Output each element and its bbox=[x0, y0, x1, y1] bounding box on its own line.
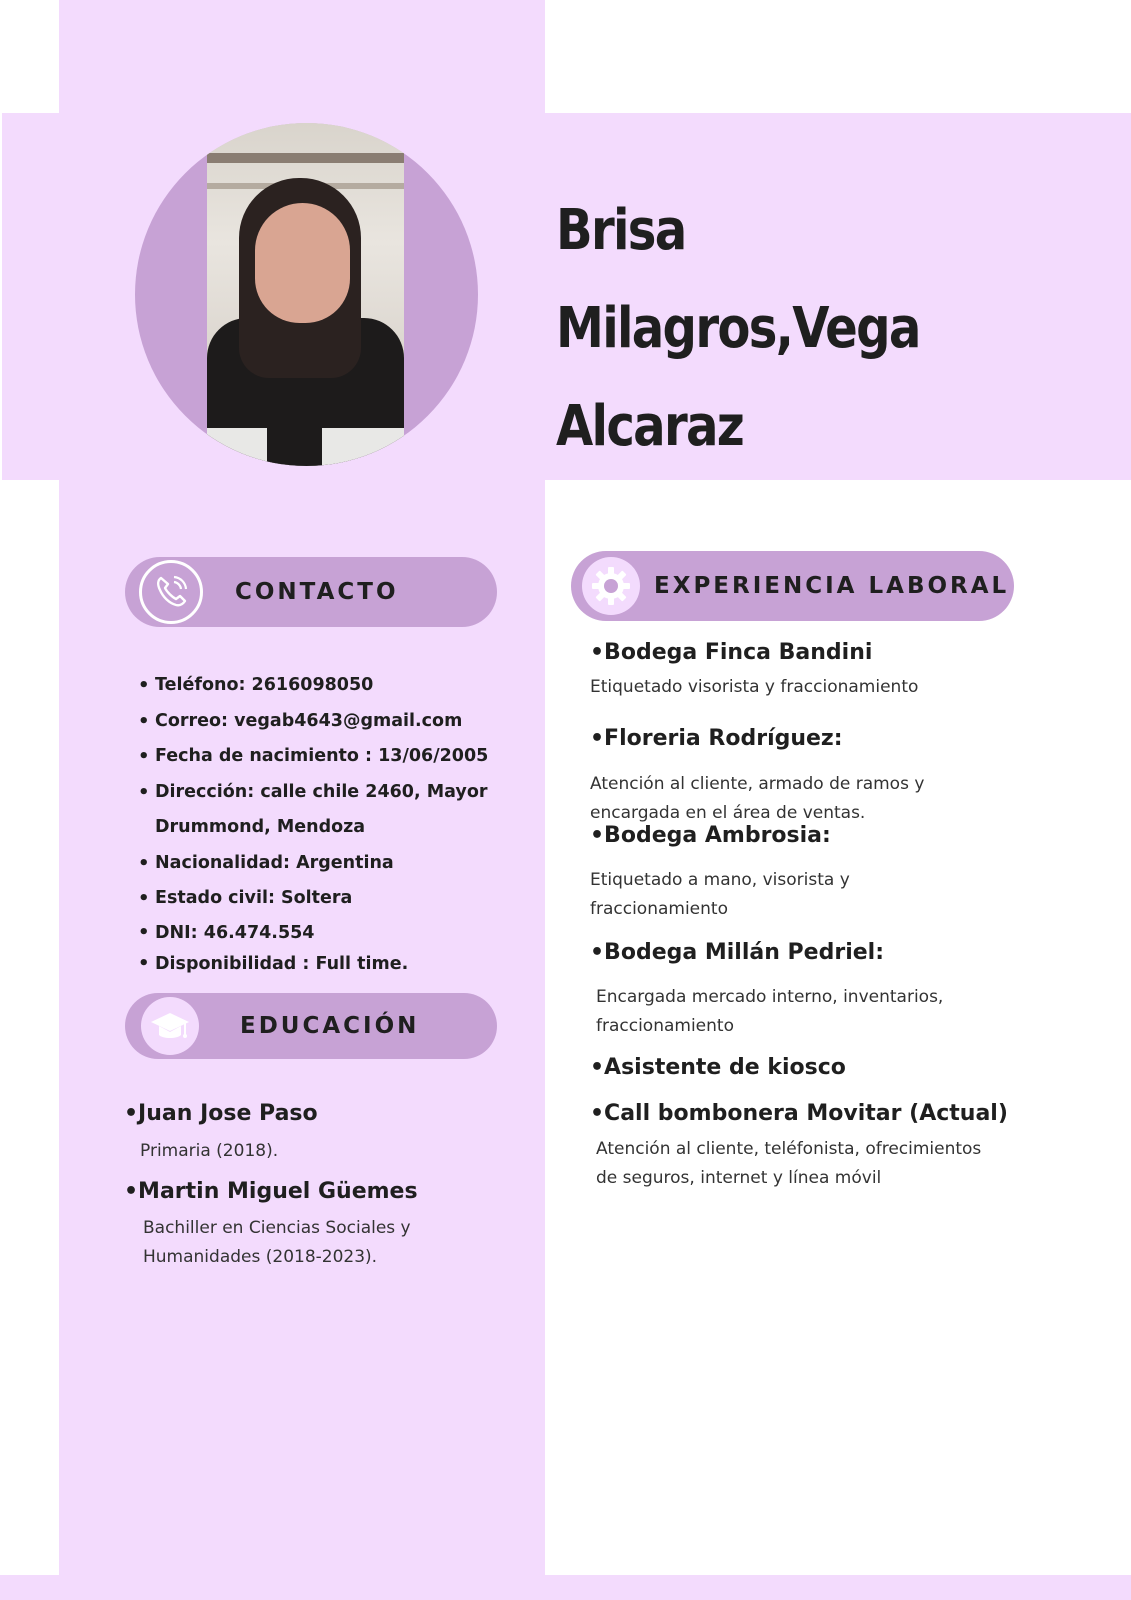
contact-heading: CONTACTO bbox=[235, 579, 399, 605]
experience-desc-2: Atención al cliente, armado de ramos y encargada en el área de ventas. bbox=[590, 774, 925, 823]
contact-section-header bbox=[125, 557, 497, 627]
experience-heading: EXPERIENCIA LABORAL bbox=[654, 573, 1010, 599]
profile-photo bbox=[207, 123, 404, 466]
contact-birthdate: • Fecha de nacimiento : 13/06/2005 bbox=[138, 739, 538, 775]
experience-desc-4: Encargada mercado interno, inventarios, fraccionamiento bbox=[596, 987, 944, 1036]
education-desc-2: Bachiller en Ciencias Sociales y Humanidades (2018-2023). bbox=[143, 1218, 411, 1267]
phone-icon bbox=[139, 560, 203, 624]
education-title-2: •Martin Miguel Güemes bbox=[124, 1179, 418, 1204]
contact-nationality: • Nacionalidad: Argentina bbox=[138, 846, 538, 882]
experience-desc-3: Etiquetado a mano, visorista y fraccionamiento bbox=[590, 870, 850, 919]
candidate-name: Brisa Milagros,Vega Alcaraz bbox=[556, 198, 920, 459]
experience-title-1: •Bodega Finca Bandini bbox=[590, 640, 873, 665]
gear-icon bbox=[582, 557, 640, 615]
education-desc-1: Primaria (2018). bbox=[140, 1141, 279, 1161]
experience-desc-6: Atención al cliente, teléfonista, ofrecimientos de seguros, internet y línea móvil bbox=[596, 1139, 982, 1188]
contact-email: • Correo: vegab4643@gmail.com bbox=[138, 704, 538, 740]
experience-title-2: •Floreria Rodríguez: bbox=[590, 726, 843, 751]
experience-title-5: •Asistente de kiosco bbox=[590, 1055, 846, 1080]
contact-phone: • Teléfono: 2616098050 bbox=[138, 668, 538, 704]
experience-title-6: •Call bombonera Movitar (Actual) bbox=[590, 1101, 1008, 1126]
experience-title-3: •Bodega Ambrosia: bbox=[590, 823, 831, 848]
experience-title-4: •Bodega Millán Pedriel: bbox=[590, 940, 884, 965]
contact-dni: • DNI: 46.474.554 bbox=[138, 917, 538, 949]
footer-band bbox=[0, 1575, 1131, 1600]
education-section-header bbox=[125, 993, 497, 1059]
experience-desc-1: Etiquetado visorista y fraccionamiento bbox=[590, 677, 919, 697]
contact-list bbox=[138, 668, 538, 979]
education-title-1: •Juan Jose Paso bbox=[124, 1101, 318, 1126]
contact-civil-status: • Estado civil: Soltera bbox=[138, 881, 538, 917]
contact-address: • Dirección: calle chile 2460, Mayor Drummond, Mendoza bbox=[138, 775, 538, 846]
profile-photo-frame bbox=[135, 123, 478, 466]
contact-availability: • Disponibilidad : Full time. bbox=[138, 949, 538, 979]
graduation-cap-icon bbox=[141, 997, 199, 1055]
education-heading: EDUCACIÓN bbox=[240, 1013, 420, 1039]
experience-section-header bbox=[571, 551, 1014, 621]
